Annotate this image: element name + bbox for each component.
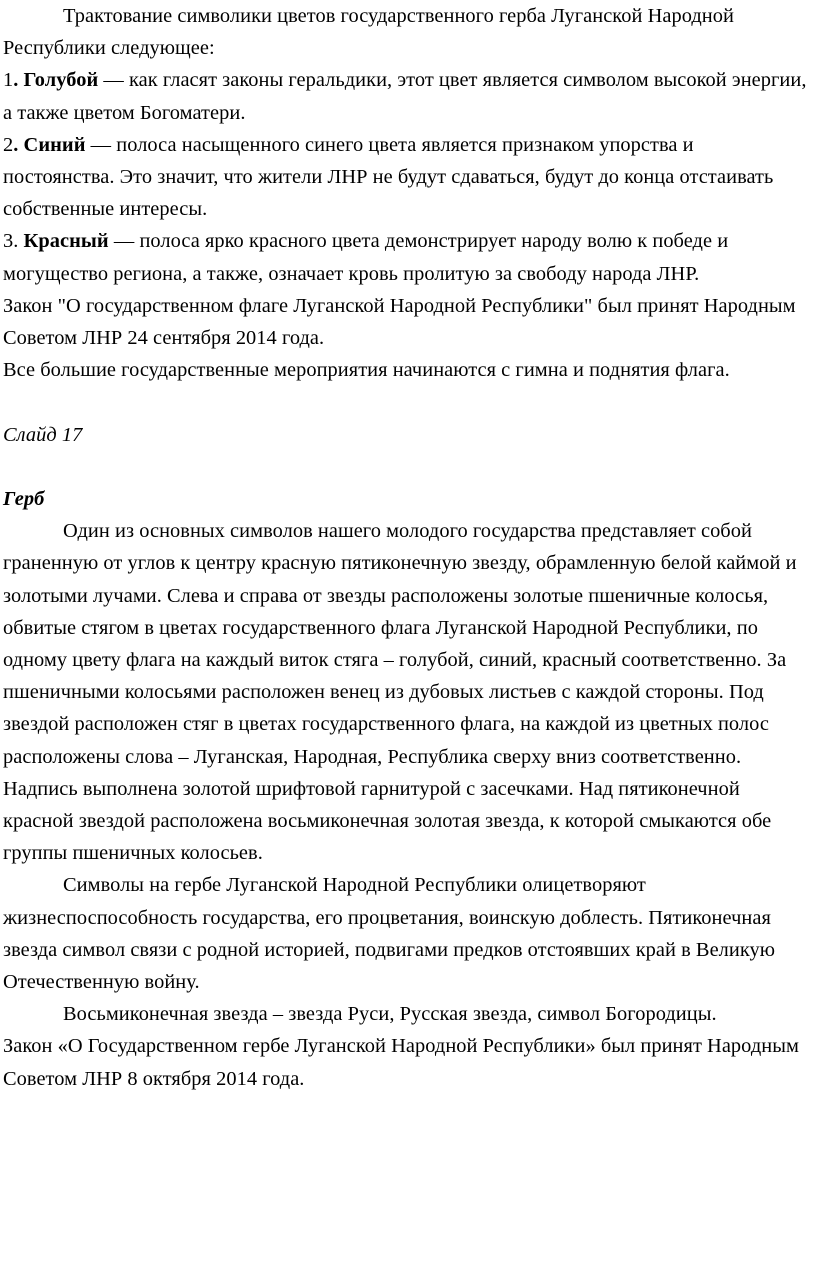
coat-law-paragraph: Закон «О Государственном гербе Луганской Народной Республики» был принят Народным Советом ЛНР 8 октября 2014 года. bbox=[3, 1035, 799, 1090]
flag-law-paragraph: Закон "О государственном флаге Луганской Народной Республики" был принят Народным Советом ЛНР 24 сентября 2014 года. bbox=[3, 294, 796, 350]
color-item-term: . Голубой bbox=[13, 69, 99, 92]
color-item-text: — полоса насыщенного синего цвета является признаком упорства и постоянства. Это значит, что жители ЛНР не будут сдаваться, будут до конца отстаивать собственные интересы. bbox=[3, 133, 774, 221]
color-item-red bbox=[3, 225, 810, 289]
color-item-number: 2 bbox=[3, 133, 14, 156]
events-paragraph: Все большие государственные мероприятия начинаются с гимна и поднятия флага. bbox=[3, 359, 730, 382]
blank-line bbox=[3, 451, 810, 483]
color-item-number: 1 bbox=[3, 69, 14, 92]
colors-intro: Трактование символики цветов государственного герба Луганской Народной Республики следующее: bbox=[3, 5, 734, 60]
color-item-number: 3. bbox=[3, 230, 19, 253]
color-item-term: Красный bbox=[18, 230, 109, 253]
color-item-text: — как гласят законы геральдики, этот цвет является символом высокой энергии, а также цветом Богоматери. bbox=[3, 69, 807, 124]
coat-symbols-paragraph: Символы на гербе Луганской Народной Республики олицетворяют жизнеспоспособность государства, его процветания, воинскую доблесть. Пятиконечная звезда символ связи с родной историей, подвигами предков отстоявших край в Великую Отечественную войну. bbox=[3, 874, 776, 994]
color-item-term: . Синий bbox=[13, 133, 86, 156]
blank-line bbox=[3, 386, 810, 418]
slide-label: Слайд 17 bbox=[3, 423, 83, 446]
eight-point-star-paragraph: Восьмиконечная звезда – звезда Руси, Русская звезда, символ Богородицы. bbox=[63, 1003, 717, 1026]
coat-description-paragraph: Один из основных символов нашего молодого государства представляет собой граненную от углов к центру красную пятиконечную звезду, обрамленную белой каймой и золотыми лучами. Слева и справа от звезды расположены золотые пшеничные колосья, обвитые стягом в цветах государственного флага Луганской Народной Республики, по одному цвету флага на каждый виток стяга – голубой, синий, красный соответственно. За пшеничными колосьями расположен венец из дубовых листьев с каждой стороны. Под звездой расположен стяг в цветах государственного флага, на каждой из цветных полос расположены слова – Луганская, Народная, Республика сверху вниз соответственно. Надпись выполнена золотой шрифтовой гарнитурой с засечками. Над пятиконечной красной звездой расположена восьмиконечная золотая звезда, к которой смыкаются обе группы пшеничных колосьев. bbox=[3, 520, 797, 865]
section-title: Герб bbox=[3, 488, 45, 511]
color-item-text: — полоса ярко красного цвета демонстрирует народу волю к победе и могущество региона, а также, означает кровь пролитую за свободу народа ЛНР. bbox=[3, 230, 729, 285]
color-item-blue bbox=[3, 129, 810, 226]
color-item-light-blue bbox=[3, 64, 810, 128]
